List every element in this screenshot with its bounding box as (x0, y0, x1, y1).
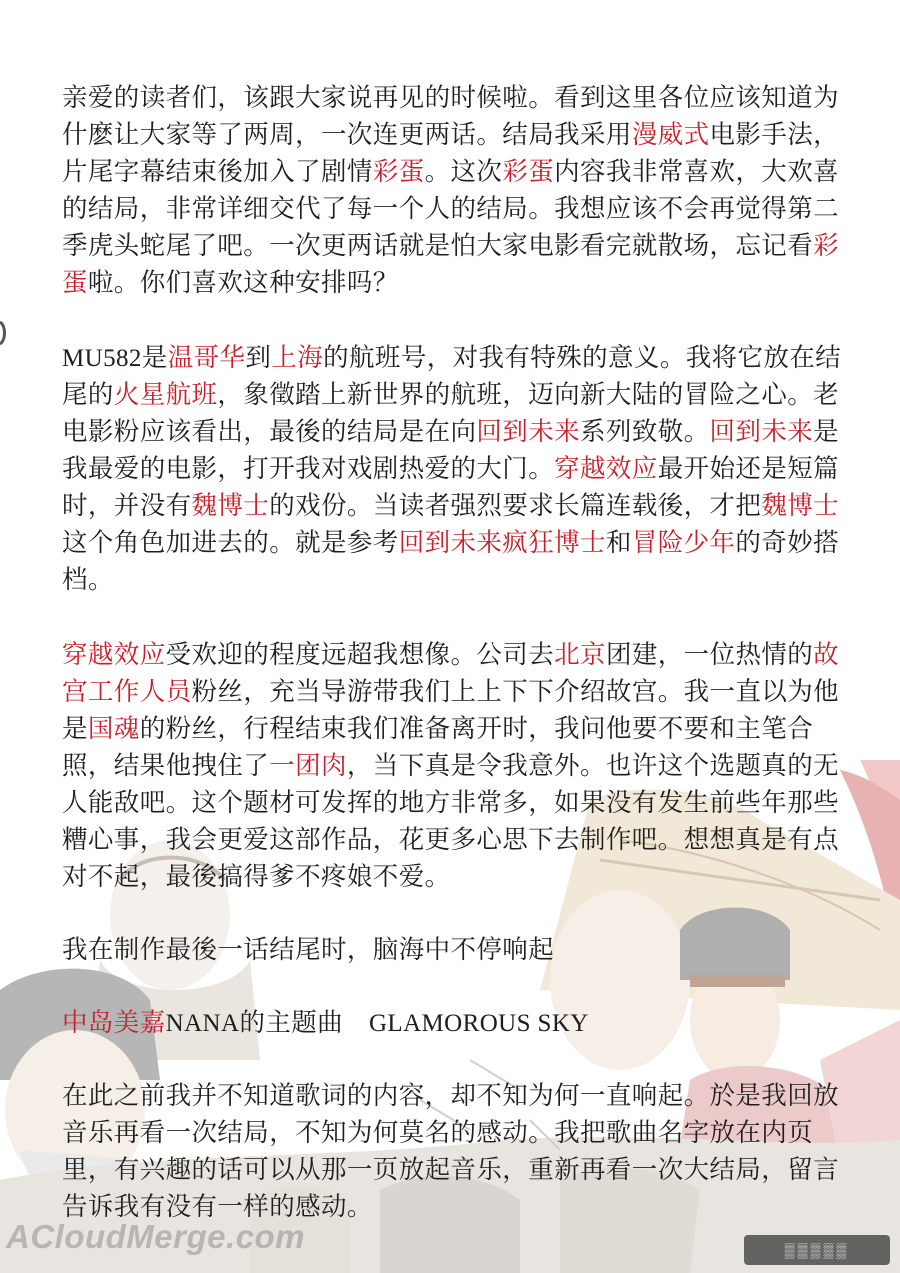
text-run: 啦。你们喜欢这种安排吗？ (87, 268, 399, 298)
paragraph-6 (62, 1078, 842, 1226)
text-run: 受欢迎的程度远超我想像。公司去 (165, 640, 555, 670)
highlighted-term: 魏博士 (191, 491, 270, 521)
paragraph-4 (62, 932, 842, 969)
highlighted-term: 一团肉 (269, 751, 347, 781)
highlighted-term: 穿越效应 (62, 640, 166, 670)
highlighted-term: 彩蛋 (372, 157, 425, 187)
paragraph-5 (62, 1005, 842, 1042)
text-run: 系列致敬。 (580, 417, 710, 447)
text-run: 的粉丝，行程结束我们准备离开时，我问他要不要和主笔合照，结果他拽住了 (62, 714, 814, 781)
text-run: NANA (165, 1010, 240, 1037)
highlighted-term: 国魂 (87, 714, 140, 744)
text-run: 的航班号，对我有特殊的意义。我将它放在结尾的 (62, 343, 842, 410)
highlighted-term: 穿越效应 (554, 454, 658, 484)
highlighted-term: 回到未来 (476, 417, 581, 447)
highlighted-term: 彩蛋 (62, 231, 840, 298)
text-run: 在此之前我并不知道歌词的内容，却不知为何一直响起。於是我回放音乐再看一次结局，不知为何莫名的感动。我把歌曲名字放在内页里，有兴趣的话可以从那一页放起音乐，重新再看一次大结局，留言告诉我有没有一样的感动。 (62, 1081, 840, 1222)
text-run: ，象徵踏上新世界的航班，迈向新大陆的冒险之心。老电影粉应该看出，最後的结局是在向 (62, 380, 840, 447)
text-run: MU582 (62, 345, 142, 372)
site-logo-mark: ▒▒▒▒▒ (784, 1242, 850, 1258)
afterword-text (62, 80, 842, 1226)
text-run: 的戏份。当读者强烈要求长篇连载後，才把 (269, 491, 762, 521)
highlighted-term: 魏博士 (761, 491, 840, 521)
highlighted-term: 彩蛋 (502, 157, 555, 187)
text-run: 我在制作最後一话结尾时，脑海中不停响起 (62, 935, 555, 965)
text-run: 粉丝，充当导游带我们上上下下介绍故宫。我一直以为他是 (62, 677, 840, 744)
text-run: 和 (605, 528, 632, 558)
text-run: 电影手法，片尾字幕结束後加入了剧情 (62, 120, 840, 187)
highlighted-term: 北京 (554, 640, 606, 670)
highlighted-term: 冒险少年 (631, 528, 736, 558)
text-run: 的奇妙搭档。 (62, 528, 840, 595)
text-run: 团建，一位热情的 (605, 640, 814, 670)
highlighted-term: 回到未来疯狂博士 (398, 528, 606, 558)
text-run: 是 (141, 343, 168, 373)
highlighted-term: 漫威式 (631, 120, 710, 150)
paragraph-2 (62, 340, 842, 599)
text-run: 最开始还是短篇时，并没有 (62, 454, 840, 521)
watermark: ACloudMerge.com (6, 1218, 306, 1255)
paragraph-1 (62, 80, 842, 302)
text-run: GLAMOROUS SKY (368, 1010, 589, 1037)
text-run: 到 (245, 343, 272, 373)
text-run: 内容我非常喜欢，大欢喜的结局，非常详细交代了每一个人的结局。我想应该不会再觉得第二季虎头蛇尾了吧。一次更两话就是怕大家电影看完就散场，忘记看 (62, 157, 840, 261)
text-run: 这个角色加进去的。就是参考 (62, 528, 399, 558)
highlighted-term: 中岛美嘉 (62, 1008, 166, 1038)
highlighted-term: 火星航班 (113, 380, 218, 410)
highlighted-term: 回到未来 (709, 417, 814, 447)
highlighted-term: 上海 (271, 343, 324, 373)
text-run: 是我最爱的电影，打开我对戏剧热爱的大门。 (62, 417, 840, 484)
text-run: 。这次 (424, 157, 503, 187)
highlighted-term: 故宫工作人员 (62, 640, 840, 707)
text-run: 的主题曲 (239, 1008, 369, 1038)
text-run: ，当下真是令我意外。也许这个选题真的无人能敌吧。这个题材可发挥的地方非常多，如果没有发生前些年那些糟心事，我会更爱这部作品，花更多心思下去制作吧。想想真是有点对不起，最後搞得爹不疼娘不爱。 (62, 751, 840, 892)
paragraph-3 (62, 637, 842, 896)
highlighted-term: 温哥华 (167, 343, 246, 373)
text-run: 亲爱的读者们，该跟大家说再见的时候啦。看到这里各位应该知道为什麽让大家等了两周，一次连更两话。结局我采用 (62, 83, 840, 150)
site-logo (744, 1235, 890, 1265)
